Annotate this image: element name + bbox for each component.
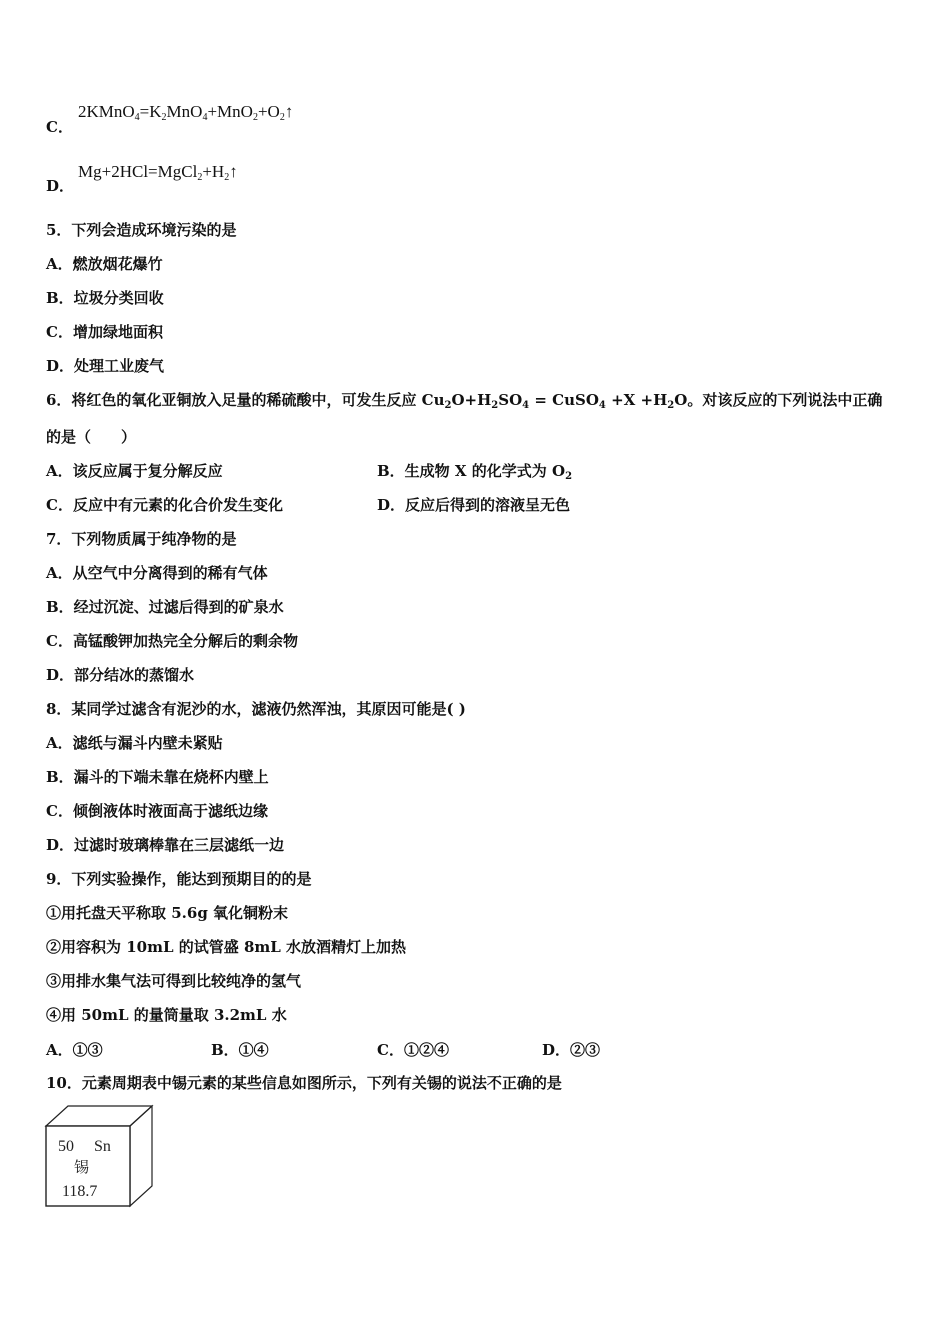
question-5-option-b: B．垃圾分类回收 xyxy=(46,289,164,307)
question-6-stem: 6．将红色的氧化亚铜放入足量的稀硫酸中，可发生反应 $Cu_2O+H_2SO_4$ = CuSO$_4$ $+X +H_2O$。对该反应的下列说法中正确 xyxy=(46,391,883,411)
atomic-number: 50 xyxy=(58,1138,74,1155)
question-8-option-a: A．滤纸与漏斗内壁未紧贴 xyxy=(46,734,223,752)
question-6-stem-line2: 的是（ ） xyxy=(46,428,137,446)
card-top-face xyxy=(46,1106,152,1126)
question-9-item-4: ④用 50mL 的量筒量取 3.2mL 水 xyxy=(46,1006,287,1024)
equation-d: $Mg+2HCl=MgCl_2+H_2↑$ xyxy=(78,162,238,183)
question-9-option-d: D．②③ xyxy=(542,1041,601,1059)
question-9-option-a: A．①③ xyxy=(46,1041,103,1059)
question-6-option-d: D．反应后得到的溶液呈无色 xyxy=(377,496,571,514)
question-9-option-c: C．①②④ xyxy=(377,1041,449,1059)
question-5-stem: 5．下列会造成环境污染的是 xyxy=(46,221,237,239)
question-8-option-d: D．过滤时玻璃棒靠在三层滤纸一边 xyxy=(46,836,285,854)
option-label-d: D． xyxy=(46,177,75,195)
question-5-option-d: D．处理工业废气 xyxy=(46,357,165,375)
question-5-option-a: A．燃放烟花爆竹 xyxy=(46,255,163,273)
element-symbol: Sn xyxy=(94,1138,111,1155)
question-8-stem: 8．某同学过滤含有泥沙的水，滤液仍然浑浊，其原因可能是( ) xyxy=(46,700,466,718)
question-9-option-b: B．①④ xyxy=(211,1041,269,1059)
question-5-option-c: C．增加绿地面积 xyxy=(46,323,163,341)
card-side-face xyxy=(130,1106,152,1206)
question-6-option-c: C．反应中有元素的化合价发生变化 xyxy=(46,496,283,514)
question-9-stem: 9．下列实验操作，能达到预期目的的是 xyxy=(46,870,312,888)
question-7-stem: 7．下列物质属于纯净物的是 xyxy=(46,530,237,548)
question-7-option-d: D．部分结冰的蒸馏水 xyxy=(46,666,195,684)
question-6-option-a: A．该反应属于复分解反应 xyxy=(46,462,223,480)
question-9-item-1: ①用托盘天平称取 5.6g 氧化铜粉末 xyxy=(46,904,289,922)
question-7-option-a: A．从空气中分离得到的稀有气体 xyxy=(46,564,268,582)
element-name: 锡 xyxy=(74,1158,90,1176)
tin-element-card xyxy=(44,1104,156,1210)
question-9-item-3: ③用排水集气法可得到比较纯净的氢气 xyxy=(46,972,302,990)
atomic-mass: 118.7 xyxy=(62,1183,98,1200)
question-8-option-b: B．漏斗的下端未靠在烧杯内壁上 xyxy=(46,768,269,786)
question-7-option-c: C．高锰酸钾加热完全分解后的剩余物 xyxy=(46,632,298,650)
question-6-option-b: B．生成物 X 的化学式为 $O_2$ xyxy=(377,462,573,482)
question-7-option-b: B．经过沉淀、过滤后得到的矿泉水 xyxy=(46,598,284,616)
option-label-c: C． xyxy=(46,118,73,136)
question-9-item-2: ②用容积为 10mL 的试管盛 8mL 水放酒精灯上加热 xyxy=(46,938,407,956)
question-8-option-c: C．倾倒液体时液面高于滤纸边缘 xyxy=(46,802,268,820)
question-10-stem: 10．元素周期表中锡元素的某些信息如图所示，下列有关锡的说法不正确的是 xyxy=(46,1074,562,1092)
equation-c: $2KMnO_4=K_2MnO_4+MnO_2+O_2↑$ xyxy=(78,102,294,123)
